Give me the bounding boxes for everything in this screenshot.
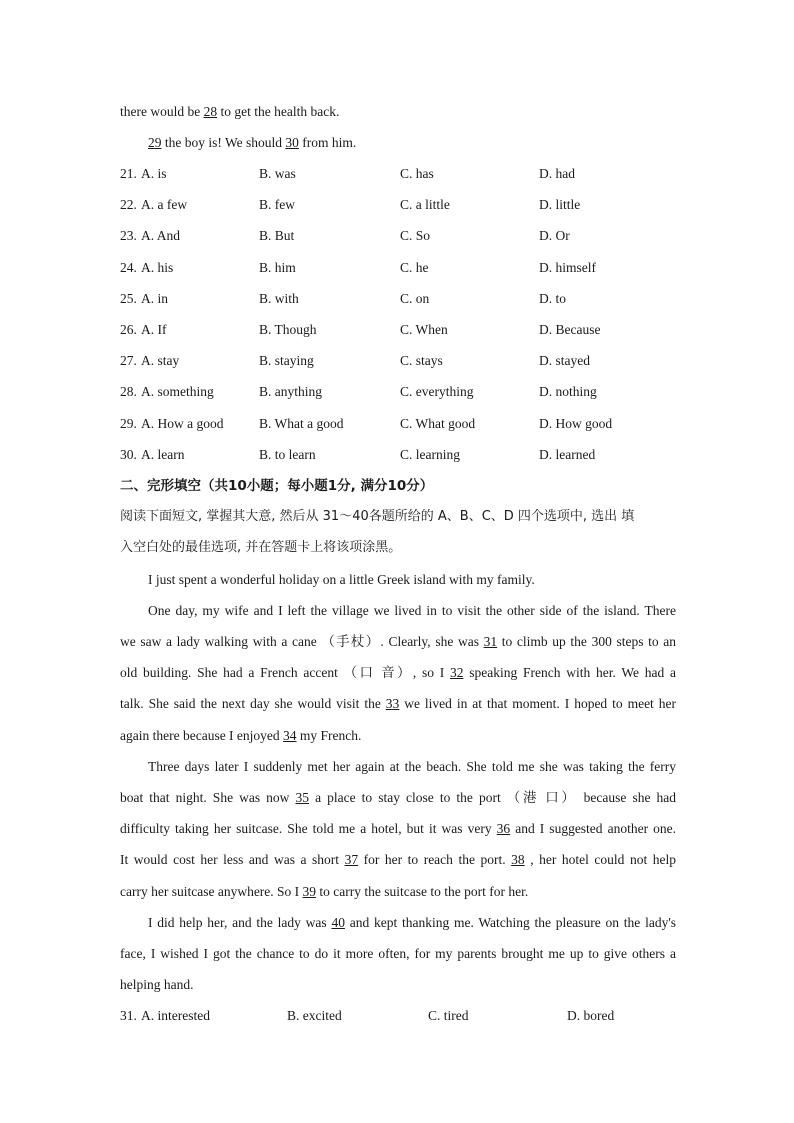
option-b: B. few bbox=[259, 197, 295, 213]
question-number: 31. bbox=[120, 1008, 137, 1023]
option-b: B. staying bbox=[259, 353, 314, 369]
option-c: C. on bbox=[400, 290, 430, 306]
option-b: B. him bbox=[259, 259, 296, 275]
question-number: 27. bbox=[120, 353, 137, 369]
text: and I suggested another one. bbox=[510, 821, 677, 836]
text: talk. She said the next day she would visit the bbox=[120, 696, 386, 711]
option-row bbox=[120, 290, 680, 308]
story-line: Three days later I suddenly met her again at the beach. She told me she was taking the ferry bbox=[148, 759, 676, 774]
option-row bbox=[120, 165, 680, 183]
question-number: 23. bbox=[120, 228, 137, 244]
blank-34: 34 bbox=[283, 728, 297, 743]
passage-line bbox=[148, 134, 676, 152]
blank-35: 35 bbox=[295, 790, 309, 805]
text: old building. She had a French accent （口 音）, so I bbox=[120, 665, 450, 680]
blank-30: 30 bbox=[285, 135, 299, 150]
blank-40: 40 bbox=[331, 915, 345, 930]
option-row bbox=[120, 383, 680, 401]
text: to climb up the 300 steps to an bbox=[497, 634, 677, 649]
option-d: D. learned bbox=[539, 446, 596, 462]
option-b: B. anything bbox=[259, 384, 322, 400]
option-row bbox=[120, 352, 680, 370]
option-b: B. But bbox=[259, 228, 295, 244]
question-number: 28. bbox=[120, 384, 137, 400]
text: It would cost her less and was a short bbox=[120, 852, 345, 867]
option-a: A. How a good bbox=[141, 415, 224, 431]
text: speaking French with her. We had a bbox=[463, 665, 676, 680]
option-row bbox=[120, 321, 680, 339]
option-b: B. with bbox=[259, 290, 299, 306]
option-c: C. everything bbox=[400, 384, 474, 400]
blank-38: 38 bbox=[511, 852, 525, 867]
text: we lived in at that moment. I hoped to meet her bbox=[399, 696, 676, 711]
question-number: 22. bbox=[120, 197, 137, 213]
text: boat that night. She was now bbox=[120, 790, 296, 805]
blank-29: 29 bbox=[148, 135, 162, 150]
story-line: helping hand. bbox=[120, 977, 194, 992]
option-d: D. himself bbox=[539, 259, 596, 275]
option-a: A. learn bbox=[141, 446, 185, 462]
option-c: C. So bbox=[400, 228, 431, 244]
question-number: 24. bbox=[120, 259, 137, 275]
option-a: A. And bbox=[141, 228, 181, 244]
option-a: A. in bbox=[141, 290, 168, 306]
option-a: A. stay bbox=[141, 353, 180, 369]
option-d: D. stayed bbox=[539, 353, 590, 369]
text: difficulty taking her suitcase. She told me a hotel, but it was very bbox=[120, 821, 497, 836]
option-row bbox=[120, 415, 680, 433]
text: I did help her, and the lady was bbox=[148, 915, 332, 930]
option-c: C. learning bbox=[400, 446, 460, 462]
question-number: 25. bbox=[120, 290, 137, 306]
story-paragraph-1: I just spent a wonderful holiday on a little Greek island with my family. bbox=[148, 572, 535, 587]
text: to carry the suitcase to the port for her. bbox=[316, 884, 529, 899]
blank-31: 31 bbox=[483, 634, 498, 649]
option-c: C. tired bbox=[428, 1008, 469, 1023]
option-d: D. little bbox=[539, 197, 581, 213]
option-row bbox=[120, 196, 680, 214]
option-a: A. a few bbox=[141, 197, 188, 213]
section-instructions-line2: 入空白处的最佳选项, 并在答题卡上将该项涂黑。 bbox=[120, 540, 402, 555]
text: , her hotel could not help bbox=[524, 852, 676, 867]
option-row bbox=[120, 1007, 680, 1025]
text: from him. bbox=[298, 135, 357, 150]
text: the boy is! We should bbox=[161, 135, 286, 150]
story-line bbox=[120, 664, 676, 682]
section-instructions-line1: 阅读下面短文, 掌握其大意, 然后从 31～40各题所给的 A、B、C、D 四个选项中, 选出 填 bbox=[120, 509, 635, 524]
option-d: D. Because bbox=[539, 322, 601, 337]
text: there would be bbox=[120, 104, 204, 119]
section-title: 二、完形填空（共10小题；每小题1分, 满分10分） bbox=[120, 478, 434, 494]
option-row bbox=[120, 227, 680, 245]
option-c: C. he bbox=[400, 259, 429, 275]
story-line bbox=[120, 727, 676, 745]
option-d: D. bored bbox=[567, 1008, 615, 1023]
option-a: A. interested bbox=[141, 1008, 210, 1023]
text: carry her suitcase anywhere. So I bbox=[120, 884, 303, 899]
story-line: One day, my wife and I left the village we lived in to visit the other side of the island. There bbox=[148, 603, 676, 618]
passage-line bbox=[120, 103, 676, 121]
option-d: D. How good bbox=[539, 415, 613, 431]
option-c: C. has bbox=[400, 166, 434, 181]
option-d: D. had bbox=[539, 166, 575, 181]
option-b: B. excited bbox=[287, 1008, 342, 1023]
question-number: 29. bbox=[120, 415, 137, 431]
option-c: C. What good bbox=[400, 415, 476, 431]
option-d: D. to bbox=[539, 290, 566, 306]
story-line bbox=[120, 789, 676, 807]
option-b: B. was bbox=[259, 166, 296, 181]
option-d: D. Or bbox=[539, 228, 570, 244]
option-row bbox=[120, 446, 680, 464]
option-b: B. What a good bbox=[259, 415, 344, 431]
blank-28: 28 bbox=[203, 104, 218, 119]
blank-36: 36 bbox=[496, 821, 511, 836]
story-line: face, I wished I got the chance to do it more often, for my parents brought me up to give others a bbox=[120, 946, 676, 961]
option-row bbox=[120, 259, 680, 277]
option-d: D. nothing bbox=[539, 384, 597, 400]
story-line bbox=[120, 883, 676, 901]
text: for her to reach the port. bbox=[358, 852, 512, 867]
option-c: C. stays bbox=[400, 353, 443, 369]
blank-39: 39 bbox=[302, 884, 317, 899]
question-number: 21. bbox=[120, 166, 137, 181]
text: we saw a lady walking with a cane （手杖）. Clearly, she was bbox=[120, 634, 484, 649]
text: again there because I enjoyed bbox=[120, 728, 284, 743]
blank-32: 32 bbox=[449, 665, 464, 680]
blank-37: 37 bbox=[344, 852, 359, 867]
option-a: A. something bbox=[141, 384, 214, 400]
option-c: C. a little bbox=[400, 197, 450, 213]
blank-33: 33 bbox=[385, 696, 400, 711]
question-number: 30. bbox=[120, 446, 137, 462]
text: my French. bbox=[296, 728, 362, 743]
option-a: A. is bbox=[141, 166, 167, 181]
option-a: A. If bbox=[141, 322, 167, 337]
option-b: B. Though bbox=[259, 322, 317, 337]
text: a place to stay close to the port （港 口） because she had bbox=[309, 790, 676, 805]
text: to get the health back. bbox=[217, 104, 340, 119]
story-line bbox=[120, 820, 676, 838]
story-line bbox=[120, 695, 676, 713]
story-line bbox=[148, 914, 676, 932]
option-b: B. to learn bbox=[259, 446, 316, 462]
text: and kept thanking me. Watching the pleasure on the lady's bbox=[344, 915, 676, 930]
story-line bbox=[120, 633, 676, 651]
story-line bbox=[120, 851, 676, 869]
option-c: C. When bbox=[400, 322, 448, 337]
option-a: A. his bbox=[141, 259, 174, 275]
question-number: 26. bbox=[120, 322, 137, 337]
